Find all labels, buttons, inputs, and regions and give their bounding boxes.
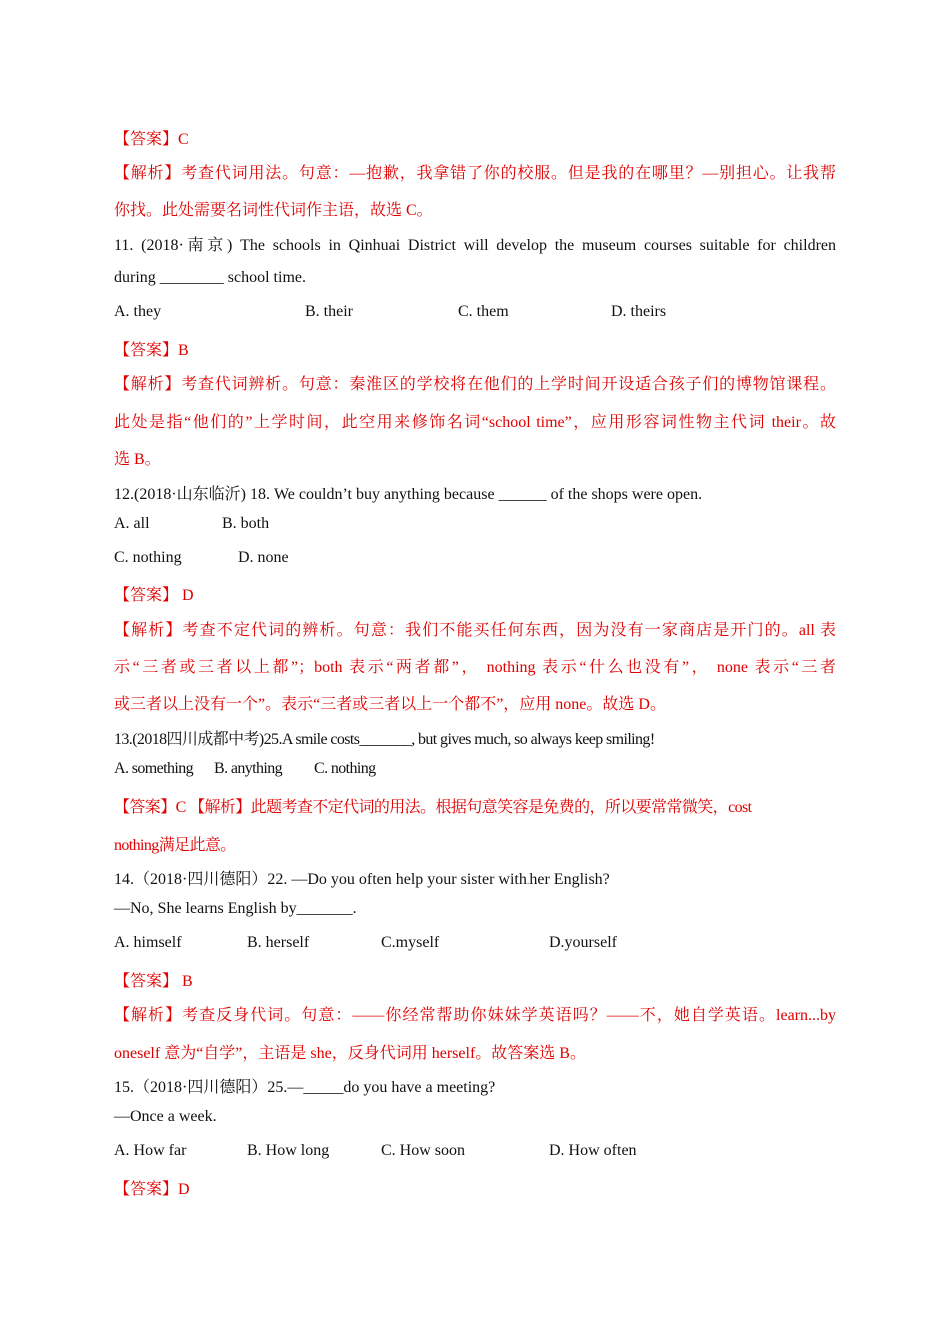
q14-option-a: A. himself bbox=[114, 934, 182, 951]
q15-option-c: C. How soon bbox=[381, 1142, 466, 1159]
q11-analysis-line2: 此处是指“他们的”上学时间，此空用来修饰名词“school time”，应用形容词性物主代词 their。故 bbox=[114, 414, 836, 431]
q12-answer: 【答案】 D bbox=[114, 587, 194, 604]
q12-analysis-line2: 示“三者或三者以上都”；both 表示“两者都”， nothing 表示“什么也没有”， none 表示“三者 bbox=[114, 659, 836, 676]
q11-analysis-line1: 【解析】考查代词辨析。句意：秦淮区的学校将在他们的上学时间开设适合孩子们的博物馆课程。 bbox=[114, 376, 836, 393]
q13-option-c: C. nothing bbox=[314, 760, 376, 777]
q11-stem-line1: 11. (2018·南京) The schools in Qinhuai District will develop the museum courses suitable for children bbox=[114, 237, 836, 254]
q15-stem: 15.（2018·四川德阳）25.—_____do you have a meeting? bbox=[114, 1079, 496, 1096]
q10-answer: 【答案】C bbox=[114, 131, 189, 148]
q11-option-c: C. them bbox=[458, 303, 509, 320]
q12-option-b: B. both bbox=[222, 515, 270, 532]
q12-option-d: D. none bbox=[238, 549, 289, 566]
q12-analysis-line3: 或三者以上没有一个”。表示“三者或三者以上一个都不”，应用 none。故选 D。 bbox=[114, 696, 666, 713]
q12-stem: 12.(2018·山东临沂) 18. We couldn’t buy anything because ______ of the shops were open. bbox=[114, 486, 703, 503]
q14-reply: —No, She learns English by_______. bbox=[114, 900, 357, 917]
q11-option-d: D. theirs bbox=[611, 303, 667, 320]
q11-option-a: A. they bbox=[114, 303, 162, 320]
q15-answer: 【答案】D bbox=[114, 1181, 190, 1198]
q14-analysis-line2: oneself 意为“自学”，主语是 she，反身代词用 herself。故答案选 B。 bbox=[114, 1045, 586, 1062]
q11-answer: 【答案】B bbox=[114, 342, 189, 359]
q12-analysis-line1: 【解析】考查不定代词的辨析。句意：我们不能买任何东西，因为没有一家商店是开门的。all 表 bbox=[114, 622, 836, 639]
q14-option-c: C.myself bbox=[381, 934, 440, 951]
stray-mark: . bbox=[526, 876, 530, 887]
q11-stem-line2: during ________ school time. bbox=[114, 269, 306, 286]
q12-option-a: A. all bbox=[114, 515, 150, 532]
q12-option-c: C. nothing bbox=[114, 549, 182, 566]
q14-option-d: D.yourself bbox=[549, 934, 617, 951]
q15-option-d: D. How often bbox=[549, 1142, 637, 1159]
q15-reply: —Once a week. bbox=[114, 1108, 217, 1125]
q15-option-b: B. How long bbox=[247, 1142, 330, 1159]
q14-stem bbox=[114, 866, 610, 889]
q13-stem: 13.(2018四川成都中考)25.A smile costs_______, but gives much, so always keep smiling! bbox=[114, 731, 655, 748]
q13-answer-line2: nothing满足此意。 bbox=[114, 837, 236, 854]
q13-option-b: B. anything bbox=[214, 760, 283, 777]
q14-analysis-line1: 【解析】考查反身代词。句意：——你经常帮助你妹妹学英语吗？——不，她自学英语。learn...by bbox=[114, 1007, 836, 1024]
q15-option-a: A. How far bbox=[114, 1142, 187, 1159]
q11-analysis-line3: 选 B。 bbox=[114, 451, 161, 468]
q10-analysis-line2: 你找。此处需要名词性代词作主语，故选 C。 bbox=[114, 202, 433, 219]
q13-answer-line1: 【答案】C 【解析】此题考查不定代词的用法。根据句意笑容是免费的，所以要常常微笑，cost bbox=[114, 799, 752, 816]
q13-option-a: A. something bbox=[114, 760, 194, 777]
q14-answer: 【答案】 B bbox=[114, 973, 193, 990]
q14-option-b: B. herself bbox=[247, 934, 310, 951]
q14-stem-text-end: her English? bbox=[529, 871, 610, 888]
q10-analysis-line1: 【解析】考查代词用法。句意：—抱歉，我拿错了你的校服。但是我的在哪里？—别担心。让我帮 bbox=[114, 165, 836, 182]
q14-stem-text: 14.（2018·四川德阳）22. —Do you often help your sister with bbox=[114, 871, 527, 888]
q11-option-b: B. their bbox=[305, 303, 353, 320]
